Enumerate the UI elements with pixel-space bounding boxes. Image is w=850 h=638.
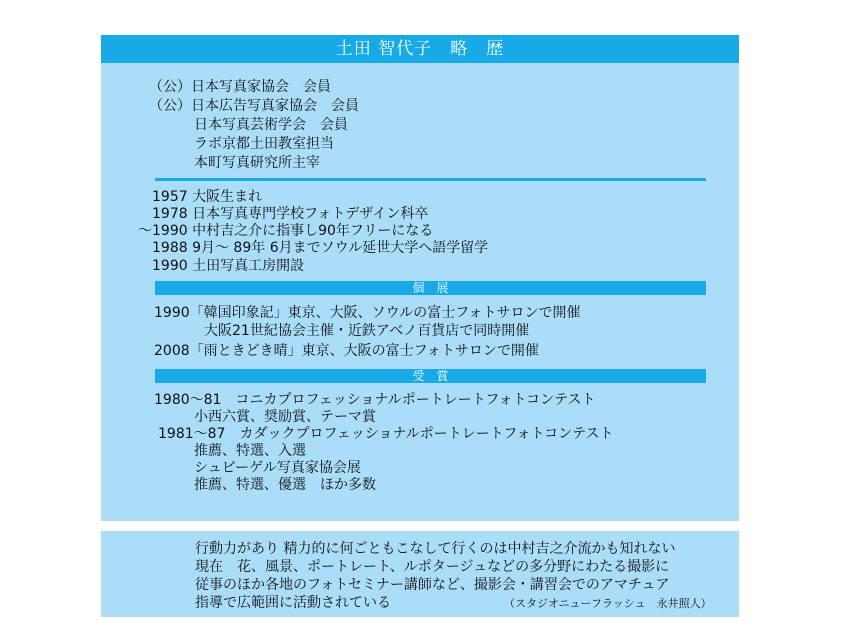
exhibitions-heading: 個 展 — [155, 281, 706, 295]
biography-panel — [101, 35, 739, 521]
career-line: 〜1990 中村吉之介に指事し90年フリーになる — [138, 223, 434, 239]
comment-line: 従事のほか各地のフォトセミナー講師など、撮影会・講習会でのアマチュア — [195, 577, 670, 593]
exhibition-line: 2008「雨ときどき晴」東京、大阪の富士フォトサロンで開催 — [154, 343, 539, 359]
award-line: 小西六賞、奨励賞、テーマ賞 — [194, 409, 376, 425]
membership-line: （公）日本広告写真家協会 会員 — [149, 98, 359, 114]
membership-line: 日本写真芸術学会 会員 — [194, 117, 348, 133]
career-line: 1957 大阪生まれ — [152, 189, 263, 205]
award-line: シュピーゲル写真家協会展 — [194, 460, 361, 476]
awards-heading: 受 賞 — [155, 369, 706, 383]
award-line: 1980〜81 コニカプロフェッショナルポートレートフォトコンテスト — [154, 392, 596, 408]
section-divider — [155, 178, 706, 181]
exhibition-line: 1990「韓国印象記」東京、大阪、ソウルの富士フォトサロンで開催 — [154, 305, 581, 321]
membership-line: 本町写真研究所主宰 — [194, 155, 320, 171]
comment-panel — [101, 531, 739, 617]
exhibition-line: 大阪21世紀協会主催・近鉄アベノ百貨店で同時開催 — [204, 323, 530, 339]
award-line: 推薦、特選、優選 ほか多数 — [194, 477, 376, 493]
career-line: 1988 9月〜 89年 6月までソウル延世大学へ語学留学 — [152, 240, 489, 256]
biography-title: 土田 智代子 略 歴 — [101, 35, 739, 63]
comment-line: 現在 花、風景、ポートレート、ルポタージュなどの多分野にわたる撮影に — [195, 559, 670, 575]
career-line: 1990 土田写真工房開設 — [152, 258, 305, 274]
comment-line: 行動力があり 精力的に何ごともこなして行くのは中村吉之介流かも知れない — [195, 541, 676, 557]
career-line: 1978 日本写真専門学校フォトデザイン科卒 — [152, 206, 429, 222]
comment-credit: （スタジオニューフラッシュ 永井照人） — [504, 597, 712, 610]
award-line: 推薦、特選、入選 — [194, 443, 306, 459]
membership-line: （公）日本写真家協会 会員 — [149, 79, 331, 95]
comment-line: 指導で広範囲に活動されている — [195, 595, 391, 611]
membership-line: ラボ京都土田教室担当 — [194, 136, 334, 152]
award-line: 1981〜87 カダックプロフェッショナルポートレートフォトコンテスト — [158, 426, 614, 442]
